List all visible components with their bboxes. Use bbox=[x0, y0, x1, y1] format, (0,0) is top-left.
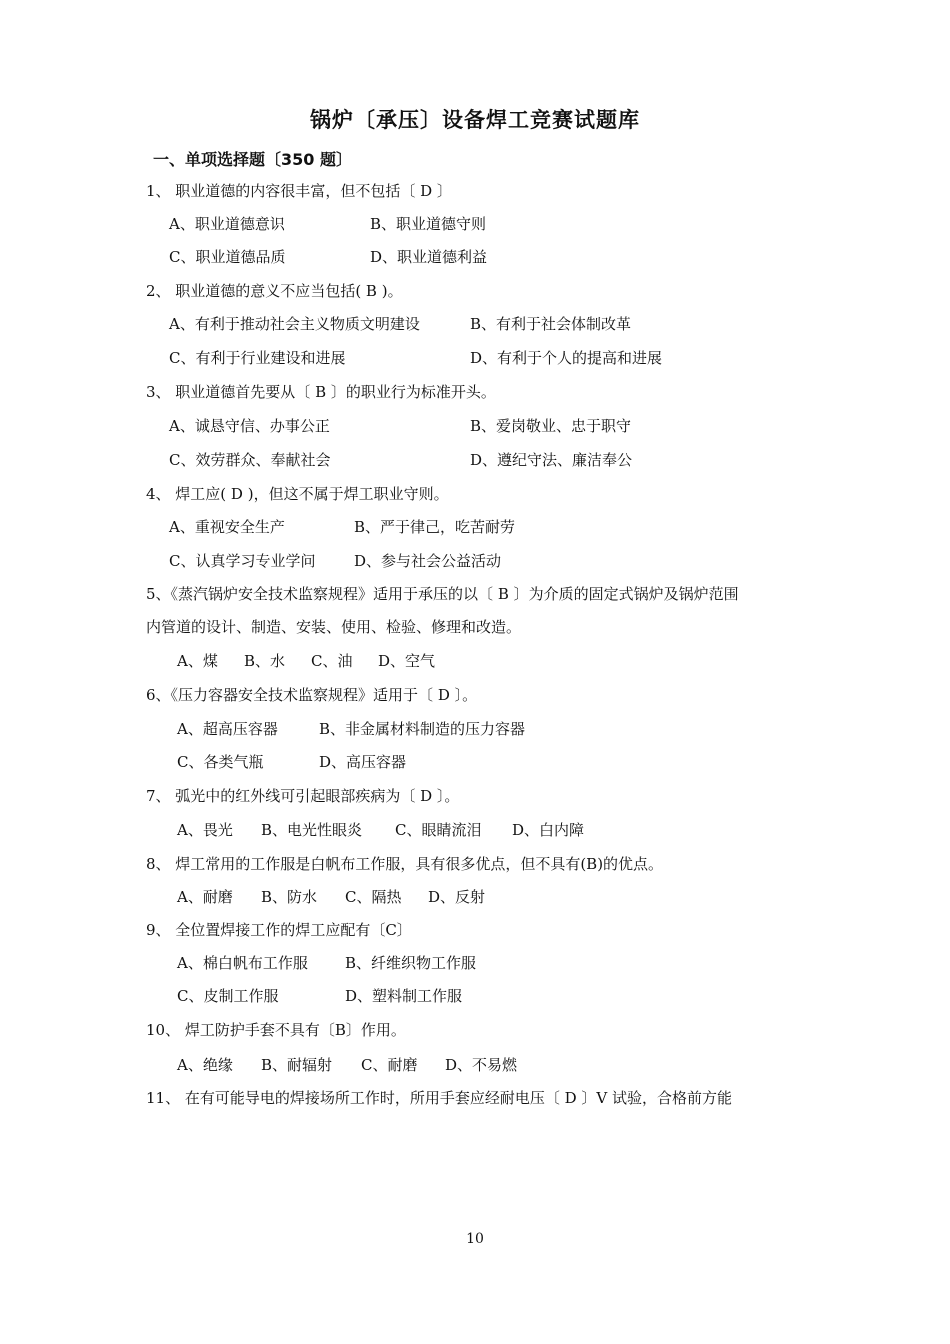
q5-option-c: C、油 bbox=[311, 652, 353, 670]
q9-option-a: A、棉白帆布工作服 bbox=[177, 954, 308, 972]
q3-option-a: A、诚恳守信、办事公正 bbox=[169, 417, 330, 435]
question-5: 5、《蒸汽锅炉安全技术监察规程》适用于承压的以〔 B 〕为介质的固定式锅炉及锅炉范围 bbox=[146, 585, 739, 603]
page-number: 10 bbox=[466, 1231, 484, 1247]
q1-option-d: D、职业道德利益 bbox=[370, 248, 488, 266]
q6-option-d: D、高压容器 bbox=[319, 753, 407, 771]
q8-option-c: C、隔热 bbox=[345, 888, 402, 906]
question-9: 9、 全位置焊接工作的焊工应配有〔C〕 bbox=[146, 921, 412, 939]
question-11: 11、 在有可能导电的焊接场所工作时，所用手套应经耐电压〔 D 〕V 试验，合格前方能 bbox=[146, 1089, 733, 1107]
question-1: 1、 职业道德的内容很丰富，但不包括〔 D 〕 bbox=[146, 182, 452, 200]
q9-option-d: D、塑料制工作服 bbox=[345, 987, 463, 1005]
q2-option-a: A、有利于推动社会主义物质文明建设 bbox=[169, 315, 420, 333]
q7-option-b: B、电光性眼炎 bbox=[261, 821, 363, 839]
q5-option-b: B、水 bbox=[244, 652, 286, 670]
question-5-continued: 内管道的设计、制造、安装、使用、检验、修理和改造。 bbox=[146, 618, 522, 636]
q1-option-a: A、职业道德意识 bbox=[169, 215, 285, 233]
question-10: 10、 焊工防护手套不具有〔B〕作用。 bbox=[146, 1021, 406, 1039]
question-8: 8、 焊工常用的工作服是白帆布工作服，具有很多优点，但不具有(B)的优点。 bbox=[146, 855, 664, 873]
q3-option-b: B、爱岗敬业、忠于职守 bbox=[470, 417, 632, 435]
question-4: 4、 焊工应( D )，但这不属于焊工职业守则。 bbox=[146, 485, 449, 503]
q10-option-b: B、耐辐射 bbox=[261, 1056, 333, 1074]
q3-option-d: D、遵纪守法、廉洁奉公 bbox=[470, 451, 633, 469]
q9-option-c: C、皮制工作服 bbox=[177, 987, 279, 1005]
q2-option-d: D、有利于个人的提高和进展 bbox=[470, 349, 663, 367]
question-3: 3、 职业道德首先要从〔 B 〕的职业行为标准开头。 bbox=[146, 383, 496, 401]
q6-option-b: B、非金属材料制造的压力容器 bbox=[319, 720, 526, 738]
question-6: 6、《压力容器安全技术监察规程》适用于〔 D 〕。 bbox=[146, 686, 478, 704]
q4-option-b: B、严于律己，吃苦耐劳 bbox=[354, 518, 516, 536]
question-2: 2、 职业道德的意义不应当包括( B )。 bbox=[146, 282, 403, 300]
q4-option-d: D、参与社会公益活动 bbox=[354, 552, 502, 570]
q3-option-c: C、效劳群众、奉献社会 bbox=[169, 451, 331, 469]
q8-option-b: B、防水 bbox=[261, 888, 318, 906]
q1-option-c: C、职业道德品质 bbox=[169, 248, 286, 266]
q4-option-c: C、认真学习专业学问 bbox=[169, 552, 316, 570]
q7-option-a: A、畏光 bbox=[177, 821, 233, 839]
q9-option-b: B、纤维织物工作服 bbox=[345, 954, 477, 972]
q6-option-a: A、超高压容器 bbox=[177, 720, 278, 738]
question-7: 7、 弧光中的红外线可引起眼部疾病为〔 D 〕。 bbox=[146, 787, 460, 805]
q5-option-a: A、煤 bbox=[177, 652, 218, 670]
q6-option-c: C、各类气瓶 bbox=[177, 753, 264, 771]
section-heading: 一、单项选择题〔350 题〕 bbox=[153, 150, 352, 169]
q10-option-d: D、不易燃 bbox=[445, 1056, 518, 1074]
q7-option-d: D、白内障 bbox=[512, 821, 585, 839]
q10-option-c: C、耐磨 bbox=[361, 1056, 418, 1074]
document-title: 锅炉〔承压〕设备焊工竞赛试题库 bbox=[310, 108, 640, 132]
q5-option-d: D、空气 bbox=[378, 652, 436, 670]
q7-option-c: C、眼睛流泪 bbox=[395, 821, 482, 839]
q2-option-b: B、有利于社会体制改革 bbox=[470, 315, 632, 333]
q8-option-d: D、反射 bbox=[428, 888, 486, 906]
q4-option-a: A、重视安全生产 bbox=[169, 518, 285, 536]
q8-option-a: A、耐磨 bbox=[177, 888, 233, 906]
q1-option-b: B、职业道德守则 bbox=[370, 215, 487, 233]
q10-option-a: A、绝缘 bbox=[177, 1056, 233, 1074]
q2-option-c: C、有利于行业建设和进展 bbox=[169, 349, 346, 367]
